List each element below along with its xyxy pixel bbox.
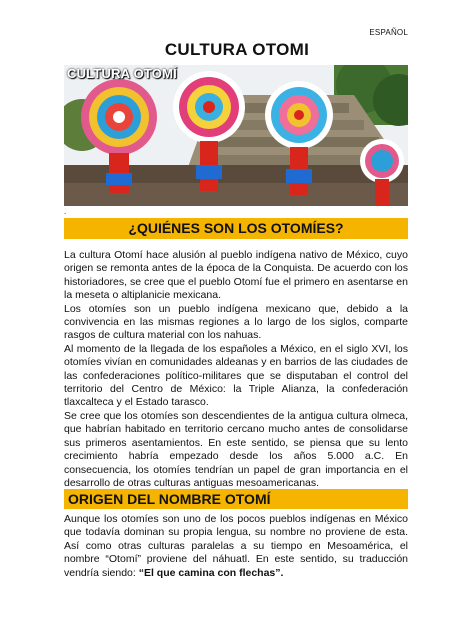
dancers-pyramid-illustration	[64, 65, 408, 206]
paragraph: La cultura Otomí hace alusión al pueblo indígena nativo de México, cuyo origen se remonta antes de la época de la Conquista. De acuerdo con los historiadores, se cree que el pueblo Otomí fue el primero en asentarse en la meseta o altiplanicie mexicana.	[64, 249, 408, 302]
photo-overlay-title: CULTURA OTOMÍ	[67, 66, 177, 81]
section-body-quienes	[64, 249, 408, 490]
paragraph: Al momento de la llegada de los españoles a México, en el siglo XVI, los otomíes vivían en comunidades aldeanas y en barrios de las ciudades de las confederaciones político-militares que se disputaban el control del territorio del Centro de México: la Triple Alianza, la confederación tlaxcalteca y el Estado tarasco.	[64, 342, 408, 409]
paragraph: Se cree que los otomíes son descendientes de la antigua cultura olmeca, que habrían habitado en territorio cercano mucho antes de consolidarse sus primeros asentamientos. En este sentido, se piensa que su lento crecimiento habría empezado desde los años 5.000 a.C. En consecuencia, los otomíes tendrían un papel de gran importancia en el desarrollo de otras culturas antiguas mesoamericanas.	[64, 409, 408, 489]
paragraph-end: .	[280, 566, 284, 579]
bold-phrase: “El que camina con flechas”	[138, 566, 281, 579]
section-heading-quienes: ¿QUIÉNES SON LOS OTOMÍES?	[64, 218, 408, 239]
page-title: CULTURA OTOMI	[164, 40, 310, 59]
paragraph	[64, 513, 408, 580]
paragraph-text: Aunque los otomíes son uno de los pocos pueblos indígenas en México que todavía dominan su propia lengua, su nombre no proviene de esta. Así como otras culturas paralelas a su tiempo en Mesoamérica, el nombre “Otomí” proviene del náhuatl. En este sentido, su traducción vendría siendo:	[64, 513, 408, 579]
section-heading-origen: ORIGEN DEL NOMBRE OTOMÍ	[64, 489, 408, 509]
language-label: ESPAÑOL	[369, 28, 408, 37]
section-body-origen	[64, 513, 408, 580]
paragraph: Los otomíes son un pueblo indígena mexicano que, debido a la convivencia en las mismas regiones a lo largo de los siglos, comparte rasgos de cultura material con los nahuas.	[64, 302, 408, 342]
stray-marker: .	[64, 207, 67, 216]
header-photo	[64, 65, 408, 206]
